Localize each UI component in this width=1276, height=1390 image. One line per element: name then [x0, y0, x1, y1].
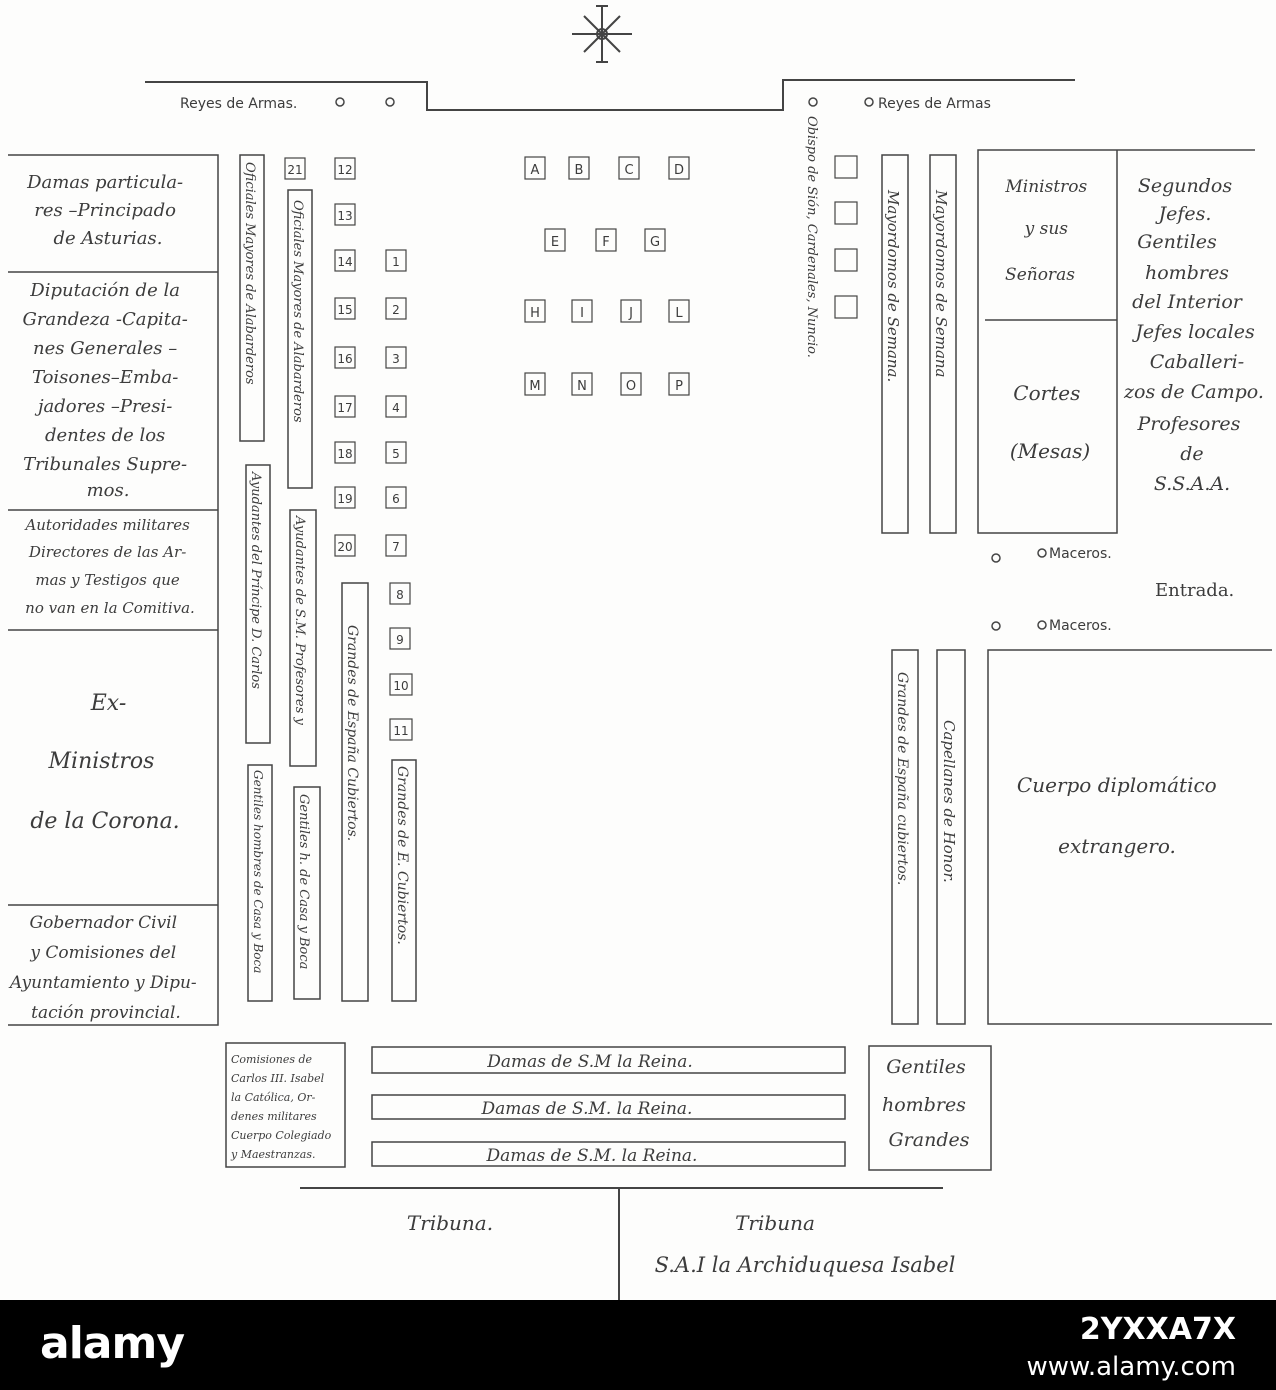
seat — [669, 157, 689, 179]
seat — [835, 202, 857, 224]
svg-text:A: A — [530, 163, 540, 178]
watermark-url: www.alamy.com — [1026, 1352, 1236, 1382]
svg-text:9: 9 — [396, 633, 404, 647]
damas-band-2-label: Damas de S.M. la Reina. — [481, 1099, 693, 1119]
section-cuerpo-diplomatico: Cuerpo diplomático extrangero. — [1016, 773, 1217, 858]
compass-rose-icon — [572, 6, 632, 62]
seat — [335, 396, 355, 417]
herald-marker — [865, 98, 873, 106]
band-mayordomos-1-label: Mayordomos de Semana. — [884, 190, 902, 383]
heralds-left-label: Reyes de Armas. — [180, 96, 298, 112]
section-diputacion-grandeza: Diputación de la Grandeza -Capita- nes Generales – Toisones–Emba- jadores –Presi- dentes de los Tribunales Supre- mos. — [22, 280, 188, 501]
seat — [572, 373, 592, 395]
seat — [386, 487, 406, 508]
section-autoridades-militares: Autoridades militares Directores de las Ar- mas y Testigos que no van en la Comitiva. — [25, 516, 195, 617]
seat — [835, 249, 857, 271]
band-oficiales-1-label: Oficiales Mayores de Alabarderos — [242, 162, 257, 385]
seat — [386, 396, 406, 417]
seat — [669, 373, 689, 395]
seat — [619, 157, 639, 179]
section-comisiones: Comisiones de Carlos III. Isabel la Católica, Or- denes militares Cuerpo Colegiado y Maestranzas. — [231, 1053, 332, 1161]
svg-text:D: D — [673, 163, 685, 178]
svg-text:3: 3 — [392, 352, 400, 366]
svg-text:J: J — [629, 306, 633, 321]
macero-marker — [992, 622, 1000, 630]
seat — [835, 296, 857, 318]
svg-text:P: P — [675, 379, 683, 394]
seat — [645, 229, 665, 251]
maceros-markers — [992, 549, 1046, 630]
damas-band-1-label: Damas de S.M la Reina. — [487, 1052, 693, 1072]
numbered-seats-right — [386, 250, 412, 740]
maceros-label-1: Maceros. — [1049, 546, 1112, 562]
tribuna-right-label-2: S.A.I la Archiduquesa Isabel — [654, 1253, 956, 1277]
svg-text:G: G — [649, 235, 661, 250]
damas-band-3-label: Damas de S.M. la Reina. — [486, 1146, 698, 1166]
seat — [390, 674, 412, 695]
svg-text:B: B — [574, 163, 584, 178]
band-ayudantes-sm-label: Ayudantes de S.M. Profesores y — [292, 516, 307, 725]
herald-marker — [336, 98, 344, 106]
svg-text:12: 12 — [337, 163, 353, 177]
seat — [390, 583, 410, 604]
seat — [596, 229, 616, 251]
svg-text:19: 19 — [337, 492, 353, 506]
maceros-label-2: Maceros. — [1049, 618, 1112, 634]
obispo-label: Obispo de Sión, Cardenales, Nuncio. — [804, 116, 819, 358]
section-ex-ministros: Ex- Ministros de la Corona. — [30, 691, 180, 834]
svg-text:13: 13 — [337, 209, 353, 223]
seat — [621, 373, 641, 395]
svg-text:10: 10 — [393, 679, 409, 693]
seat — [386, 442, 406, 463]
macero-marker — [1038, 549, 1046, 557]
obispo-seats — [835, 156, 857, 318]
svg-text:8: 8 — [396, 588, 404, 602]
seat — [525, 300, 545, 322]
svg-text:4: 4 — [392, 401, 400, 415]
svg-text:7: 7 — [392, 540, 400, 554]
section-segundos-jefes: Segundos Jefes. Gentiles hombres del Interior Jefes locales Caballeri- zos de Campo. Profesores de S.S.A.A. — [1124, 175, 1264, 495]
svg-text:E: E — [550, 235, 560, 250]
entrada-label: Entrada. — [1155, 580, 1235, 601]
seat — [621, 300, 641, 322]
seat — [390, 719, 412, 740]
seat — [572, 300, 592, 322]
band-ayudantes-principe-label: Ayudantes del Príncipe D. Carlos — [248, 472, 263, 689]
tribuna-left-label: Tribuna. — [406, 1211, 494, 1235]
svg-text:21: 21 — [287, 163, 303, 177]
svg-text:N: N — [577, 379, 587, 394]
svg-text:O: O — [625, 379, 637, 394]
seat — [386, 298, 406, 319]
macero-marker — [1038, 621, 1046, 629]
watermark-bar — [0, 1300, 1276, 1390]
svg-text:15: 15 — [337, 303, 353, 317]
image-id: 2YXXA7X — [1079, 1312, 1236, 1347]
svg-text:M: M — [529, 379, 541, 394]
letter-seats — [525, 157, 689, 395]
seat — [335, 487, 355, 508]
svg-text:16: 16 — [337, 352, 353, 366]
band-oficiales-2-label: Oficiales Mayores de Alabarderos — [290, 200, 305, 423]
alamy-logo: alamy — [40, 1318, 184, 1369]
seat — [569, 157, 589, 179]
seat — [545, 229, 565, 251]
herald-marker — [809, 98, 817, 106]
svg-text:F: F — [602, 235, 610, 250]
band-capellanes-label: Capellanes de Honor. — [940, 720, 958, 883]
section-damas-particulares: Damas particula- res –Principado de Asturias. — [27, 172, 184, 249]
section-cortes: Cortes (Mesas) — [1009, 381, 1091, 463]
seat — [335, 158, 355, 179]
seat — [335, 442, 355, 463]
svg-text:18: 18 — [337, 447, 353, 461]
svg-text:L: L — [675, 306, 683, 321]
band-gentiles-casa-2-label: Gentiles h. de Casa y Boca — [296, 794, 311, 970]
heralds-right-label: Reyes de Armas — [878, 96, 991, 112]
band-grandes-right-label: Grandes de España cubiertos. — [894, 672, 910, 886]
seat — [335, 204, 355, 225]
seat — [525, 157, 545, 179]
svg-text:11: 11 — [393, 724, 409, 738]
svg-text:5: 5 — [392, 447, 400, 461]
tribuna-right-label-1: Tribuna — [735, 1211, 815, 1235]
svg-text:C: C — [624, 163, 634, 178]
svg-text:17: 17 — [337, 401, 353, 415]
seat — [335, 347, 355, 368]
section-gentiles-grandes: Gentiles hombres Grandes — [882, 1056, 970, 1151]
band-grandes-e-label: Grandes de E. Cubiertos. — [394, 766, 410, 945]
svg-text:I: I — [580, 306, 584, 321]
seat — [335, 535, 355, 556]
section-gobernador-civil: Gobernador Civil y Comisiones del Ayuntamiento y Dipu- tación provincial. — [9, 913, 197, 1023]
band-gentiles-casa-1-label: Gentiles hombres de Casa y Boca — [251, 770, 265, 974]
band-mayordomos-2-label: Mayordomos de Semana — [932, 190, 950, 378]
svg-text:14: 14 — [337, 255, 353, 269]
seat — [669, 300, 689, 322]
seat — [525, 373, 545, 395]
band-grandes-espana-label: Grandes de España Cubiertos. — [344, 625, 360, 842]
svg-text:2: 2 — [392, 303, 400, 317]
svg-text:H: H — [530, 306, 540, 321]
seat — [390, 628, 410, 649]
seat — [835, 156, 857, 178]
seat — [285, 158, 305, 179]
herald-marker — [386, 98, 394, 106]
macero-marker — [992, 554, 1000, 562]
svg-text:6: 6 — [392, 492, 400, 506]
seat — [335, 298, 355, 319]
seat — [386, 250, 406, 271]
seat — [386, 347, 406, 368]
seat — [335, 250, 355, 271]
svg-text:1: 1 — [392, 255, 400, 269]
section-ministros: Ministros y sus Señoras — [1005, 177, 1088, 285]
seat — [386, 535, 406, 556]
svg-text:20: 20 — [337, 540, 353, 554]
